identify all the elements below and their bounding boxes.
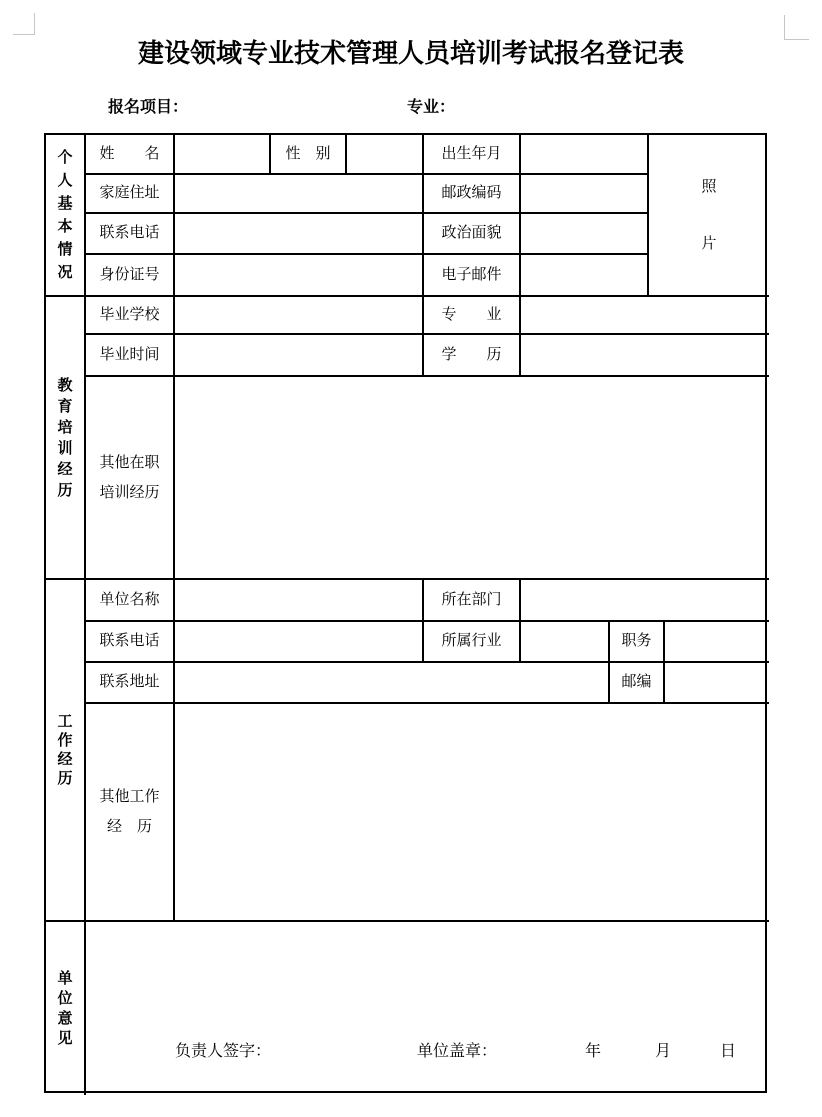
industry-value-cell[interactable] bbox=[521, 622, 610, 663]
home-address-value-cell[interactable] bbox=[175, 175, 424, 214]
department-label: 所在部门 bbox=[424, 580, 521, 622]
school-value-cell[interactable] bbox=[175, 297, 424, 335]
opinion-cell[interactable] bbox=[86, 922, 769, 1095]
major-field-label: 专 业 bbox=[424, 297, 521, 335]
enroll-project-label: 报名项目： bbox=[108, 99, 189, 116]
grad-time-value-cell[interactable] bbox=[175, 335, 424, 377]
other-work-label: 其他工作 经 历 bbox=[86, 704, 175, 922]
crop-mark-top-left-vertical bbox=[34, 13, 35, 35]
degree-label: 学 历 bbox=[424, 335, 521, 377]
contact-phone-value-cell[interactable] bbox=[175, 214, 424, 255]
id-number-value-cell[interactable] bbox=[175, 255, 424, 297]
other-work-value-cell[interactable] bbox=[175, 704, 769, 922]
postcode-label: 邮政编码 bbox=[424, 175, 521, 214]
section-work-stub: 工作经历 bbox=[46, 580, 86, 922]
year-label: 年 bbox=[585, 1043, 602, 1060]
zip-label: 邮编 bbox=[610, 663, 665, 704]
section-personal-stub: 个人基本情况 bbox=[46, 135, 86, 297]
month-label: 月 bbox=[655, 1043, 672, 1060]
section-education-stub: 教育培训经历 bbox=[46, 297, 86, 580]
industry-label: 所属行业 bbox=[424, 622, 521, 663]
position-label: 职务 bbox=[610, 622, 665, 663]
contact-phone-label: 联系电话 bbox=[86, 214, 175, 255]
name-value-cell[interactable] bbox=[175, 135, 271, 175]
major-label: 专业： bbox=[407, 99, 456, 116]
major-value-cell[interactable] bbox=[521, 297, 769, 335]
id-number-label: 身份证号 bbox=[86, 255, 175, 297]
registration-table bbox=[44, 133, 767, 1093]
section-opinion-stub: 单位意见 bbox=[46, 922, 86, 1095]
other-training-value-cell[interactable] bbox=[175, 377, 769, 580]
birth-date-label: 出生年月 bbox=[424, 135, 521, 175]
school-label: 毕业学校 bbox=[86, 297, 175, 335]
work-phone-value-cell[interactable] bbox=[175, 622, 424, 663]
gender-value-cell[interactable] bbox=[347, 135, 424, 175]
company-seal-label: 单位盖章： bbox=[417, 1043, 498, 1060]
political-status-label: 政治面貌 bbox=[424, 214, 521, 255]
work-address-label: 联系地址 bbox=[86, 663, 175, 704]
grad-time-label: 毕业时间 bbox=[86, 335, 175, 377]
company-value-cell[interactable] bbox=[175, 580, 424, 622]
day-label: 日 bbox=[720, 1043, 737, 1060]
zip-value-cell[interactable] bbox=[665, 663, 769, 704]
responsible-sign-label: 负责人签字： bbox=[175, 1043, 272, 1060]
birth-date-value-cell[interactable] bbox=[521, 135, 649, 175]
email-value-cell[interactable] bbox=[521, 255, 649, 297]
department-value-cell[interactable] bbox=[521, 580, 769, 622]
degree-value-cell[interactable] bbox=[521, 335, 769, 377]
company-label: 单位名称 bbox=[86, 580, 175, 622]
home-address-label: 家庭住址 bbox=[86, 175, 175, 214]
position-value-cell[interactable] bbox=[665, 622, 769, 663]
work-phone-label: 联系电话 bbox=[86, 622, 175, 663]
gender-label: 性 别 bbox=[271, 135, 347, 175]
postcode-value-cell[interactable] bbox=[521, 175, 649, 214]
page-title: 建设领域专业技术管理人员培训考试报名登记表 bbox=[137, 38, 684, 68]
other-training-label: 其他在职 培训经历 bbox=[86, 377, 175, 580]
photo-box[interactable]: 照片 bbox=[649, 135, 769, 297]
political-status-value-cell[interactable] bbox=[521, 214, 649, 255]
email-label: 电子邮件 bbox=[424, 255, 521, 297]
name-label: 姓 名 bbox=[86, 135, 175, 175]
work-address-value-cell[interactable] bbox=[175, 663, 610, 704]
